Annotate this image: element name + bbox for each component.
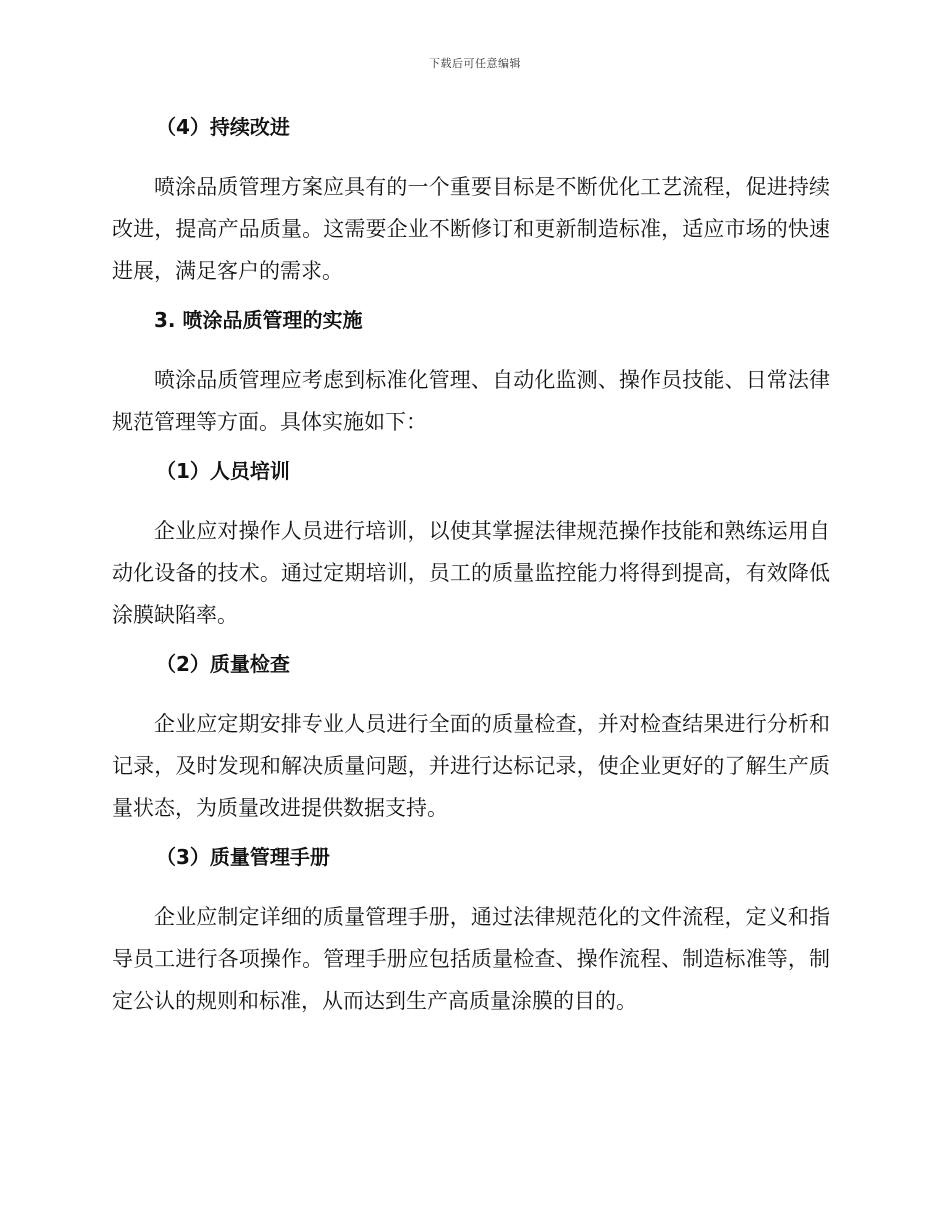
section-heading-implementation: 3. 喷涂品质管理的实施 xyxy=(154,308,363,332)
section-heading-continuous-improvement: （4）持续改进 xyxy=(156,115,290,139)
section-paragraph-continuous-improvement: 喷涂品质管理方案应具有的一个重要目标是不断优化工艺流程，促进持续改进，提高产品质量。这需要企业不断修订和更新制造标准，适应市场的快速进展，满足客户的需求。 xyxy=(112,175,830,283)
section-paragraph-personnel-training: 企业应对操作人员进行培训，以使其掌握法律规范操作技能和熟练运用自动化设备的技术。通过定期培训，员工的质量监控能力将得到提高，有效降低涂膜缺陷率。 xyxy=(112,519,830,627)
section-paragraph-implementation: 喷涂品质管理应考虑到标准化管理、自动化监测、操作员技能、日常法律规范管理等方面。具体实施如下： xyxy=(112,368,830,434)
page-header-note: 下载后可任意编辑 xyxy=(429,57,521,70)
section-paragraph-quality-inspection: 企业应定期安排专业人员进行全面的质量检查，并对检查结果进行分析和记录，及时发现和解决质量问题，并进行达标记录，使企业更好的了解生产质量状态，为质量改进提供数据支持。 xyxy=(112,712,830,820)
document-body xyxy=(112,112,830,1035)
section-heading-personnel-training: （1）人员培训 xyxy=(156,459,290,483)
section-heading-quality-inspection: （2）质量检查 xyxy=(156,652,290,676)
section-heading-quality-manual: （3）质量管理手册 xyxy=(156,845,330,869)
section-paragraph-quality-manual: 企业应制定详细的质量管理手册，通过法律规范化的文件流程，定义和指导员工进行各项操作。管理手册应包括质量检查、操作流程、制造标准等，制定公认的规则和标准，从而达到生产高质量涂膜的目的。 xyxy=(112,905,830,1013)
